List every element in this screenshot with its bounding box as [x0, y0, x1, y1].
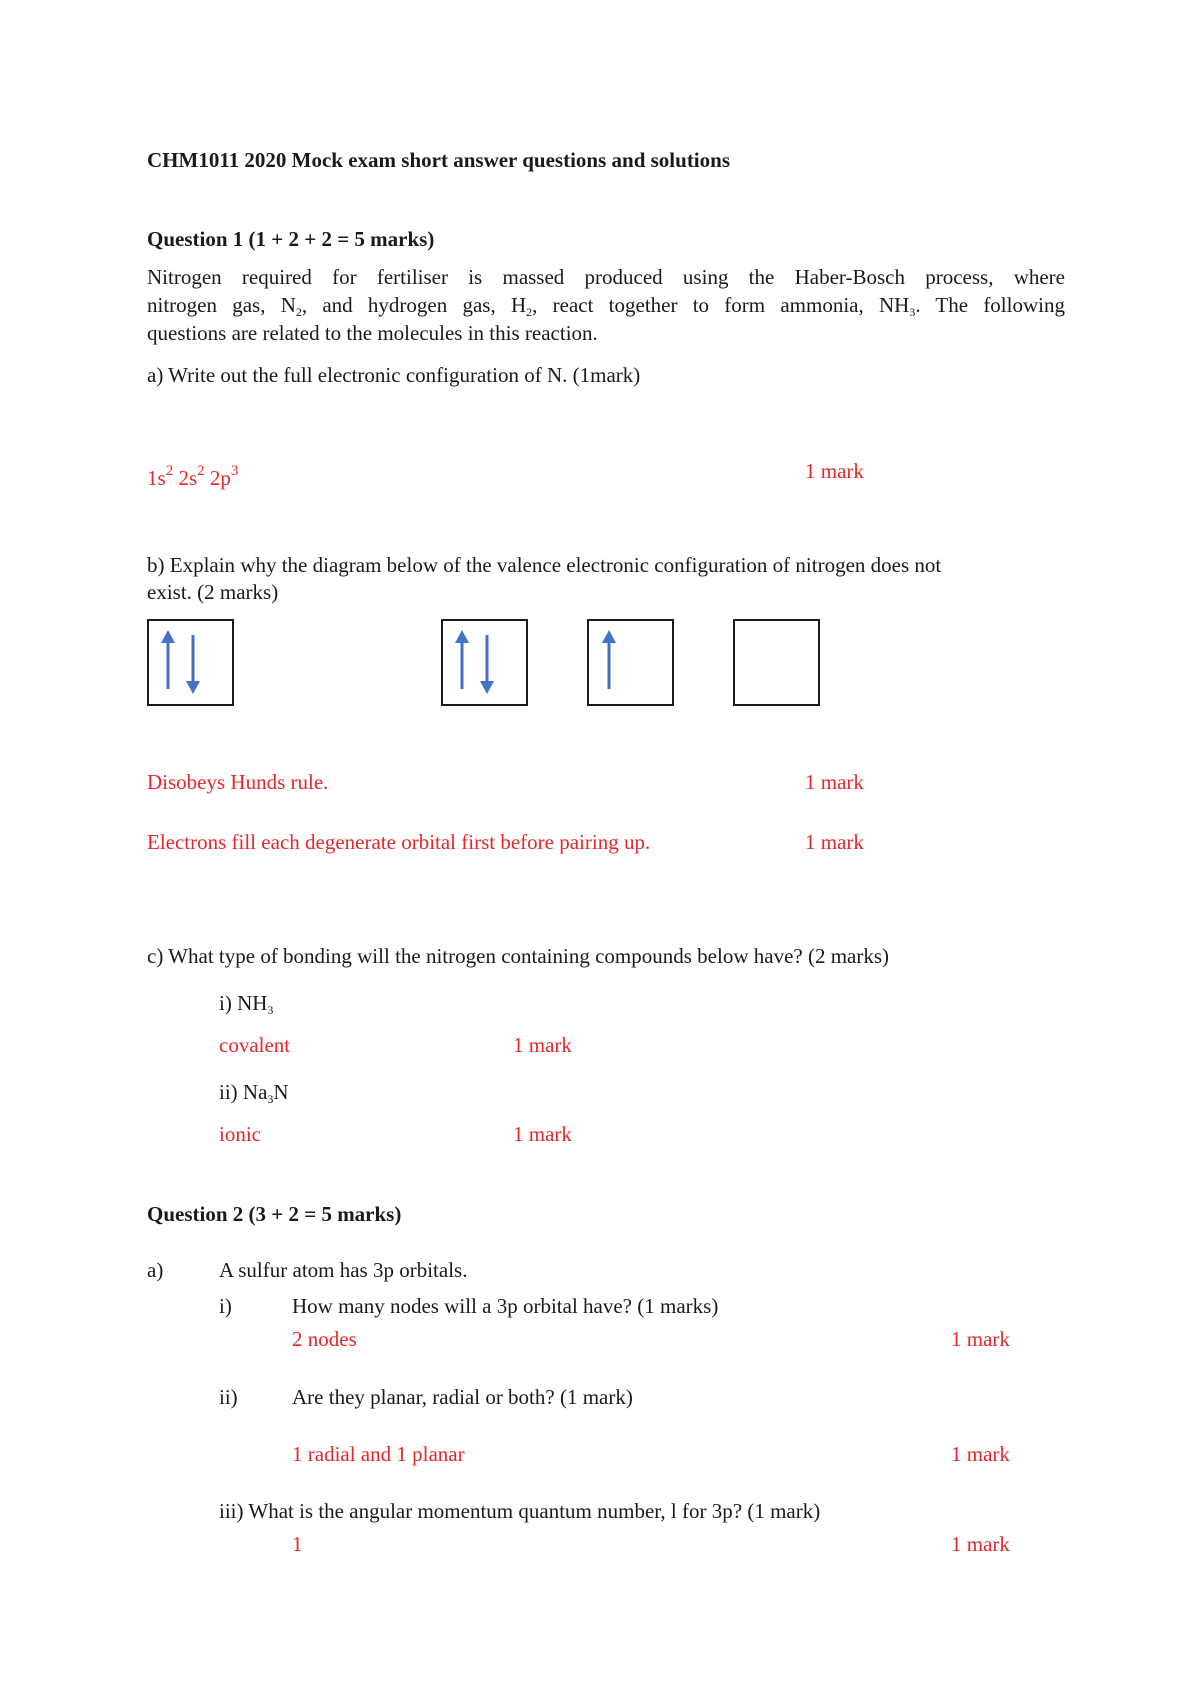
question-1-intro-line-3: questions are related to the molecules in this reaction. [147, 321, 598, 345]
question-2a-ii-mark: 1 mark [951, 1442, 1010, 1466]
question-1b-answer-1: Disobeys Hunds rule. [147, 770, 329, 794]
question-1a-text: a) Write out the full electronic configuration of N. (1mark) [147, 363, 641, 387]
question-1b-answer-2: Electrons fill each degenerate orbital first before pairing up. [147, 830, 651, 854]
question-1-intro-line-2: nitrogen gas, $N_2$, and hydrogen gas, $H_2$, react together to form ammonia, $NH_3$. The following [147, 293, 1065, 319]
question-1a-answer: $1s^2$ $2s^2$ $2p^3$ [147, 463, 239, 490]
orbital-box-2p-1 [441, 619, 528, 706]
orbital-box-2p-2 [587, 619, 674, 706]
question-1c-ii-mark: 1 mark [513, 1122, 572, 1146]
document-title: CHM1011 2020 Mock exam short answer questions and solutions [147, 148, 730, 172]
question-1-intro-line-1: Nitrogen required for fertiliser is massed produced using the Haber-Bosch process, where [147, 265, 1065, 289]
question-2a-ii-label: ii) [219, 1385, 238, 1409]
question-1b-answer-2-mark: 1 mark [805, 830, 864, 854]
question-1-heading: Question 1 (1 + 2 + 2 = 5 marks) [147, 227, 435, 251]
electron-pair-arrows [443, 621, 525, 703]
question-1c-text: c) What type of bonding will the nitrogen containing compounds below have? (2 marks) [147, 944, 890, 968]
electron-pair-arrows [149, 621, 231, 703]
question-1c-i-answer: covalent [219, 1033, 291, 1057]
question-2a-i-text: How many nodes will a 3p orbital have? (1 marks) [292, 1294, 719, 1318]
question-2a-iii-mark: 1 mark [951, 1532, 1010, 1556]
question-2-heading: Question 2 (3 + 2 = 5 marks) [147, 1202, 402, 1226]
question-2a-i-answer: 2 nodes [292, 1327, 357, 1351]
question-1b-answer-1-mark: 1 mark [805, 770, 864, 794]
question-1c-i-label: i) $NH_3$ [219, 991, 274, 1017]
question-2a-i-label: i) [219, 1294, 232, 1318]
electron-up-arrow [589, 621, 671, 703]
question-2a-ii-answer: 1 radial and 1 planar [292, 1442, 465, 1466]
question-2a-label: a) [147, 1258, 164, 1282]
question-1b-text-line-1: b) Explain why the diagram below of the valence electronic configuration of nitrogen does not [147, 553, 942, 577]
orbital-box-2s [147, 619, 234, 706]
question-2a-iii-answer: 1 [292, 1532, 303, 1556]
question-2a-ii-text: Are they planar, radial or both? (1 mark) [292, 1385, 633, 1409]
question-1c-ii-label: ii) $Na_3N$ [219, 1080, 289, 1106]
question-1c-i-mark: 1 mark [513, 1033, 572, 1057]
question-2a-i-mark: 1 mark [951, 1327, 1010, 1351]
question-1b-text-line-2: exist. (2 marks) [147, 580, 279, 604]
question-1a-mark: 1 mark [805, 459, 864, 483]
question-1c-ii-answer: ionic [219, 1122, 261, 1146]
question-2a-text: A sulfur atom has 3p orbitals. [219, 1258, 468, 1282]
question-2a-iii-text: iii) What is the angular momentum quantum number, l for 3p? (1 mark) [219, 1499, 821, 1523]
orbital-box-2p-3 [733, 619, 820, 706]
